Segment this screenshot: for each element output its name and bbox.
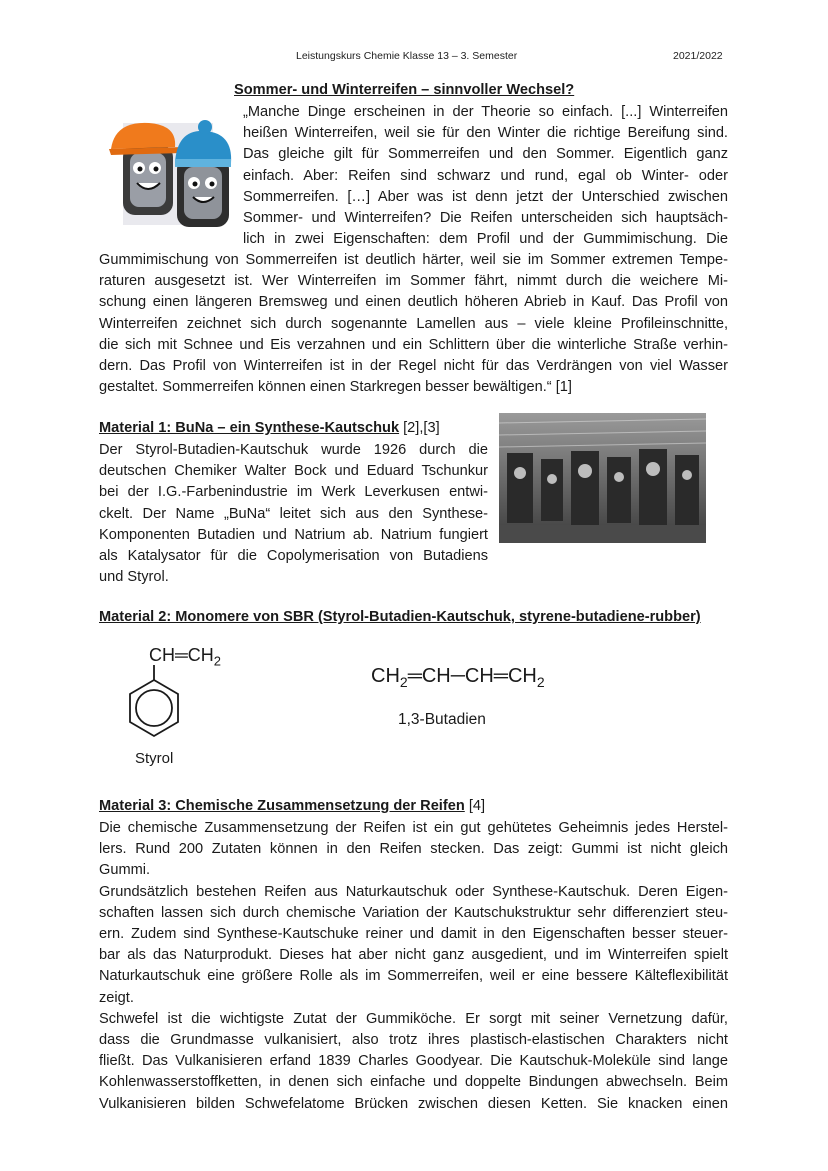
material3-line: fließt. Das Vulkanisieren erfand 1839 Charles Goodyear. Die Kautschuk-Moleküle sind lange [99,1053,728,1070]
intro-line: einfach. Aber: Reifen sind schwarz und rund, egal ob Winter- oder [243,167,728,184]
intro-line: die sich mit Schnee und Eis verzahnen und ein Schlittern über die winterliche Straße verhin- [99,336,728,353]
intro-line: lich in zwei Eigenschaften: dem Profil und der Gummimischung. Die [243,231,728,248]
butadien-name: 1,3-Butadien [398,711,486,728]
intro-line: Sommer- und Winterreifen? Die Reifen unterscheiden sich hauptsäch- [243,210,728,227]
intro-line: heißen Winterreifen, weil sie für den Winter die richtige Bereifung sind. [243,125,728,142]
material1-refs: [2],[3] [399,420,440,436]
material3-line: schaften lassen sich durch chemische Variation der Kautschukstruktur sehr differenziert steu- [99,904,728,921]
intro-line: Gummimischung von Sommerreifen ist deutlich härter, weil sie im Sommer extremen Tempe- [99,252,728,268]
intro-line: Das gleiche gilt für Sommerreifen und den Sommer. Eigentlich ganz [243,146,728,163]
header-course: Leistungskurs Chemie Klasse 13 – 3. Semester [296,50,518,62]
butadien-formula: $CH_2═CH─CH═CH_2$ [371,665,545,690]
intro-line: „Manche Dinge erscheinen in der Theorie so einfach. [...] Winterreifen [243,104,728,120]
material1-line: ckelt. Der Name „BuNa“ leitet sich aus den Synthese- [99,505,488,522]
material1-line: und Styrol. [99,569,169,586]
material3-line: Vulkanisieren bilden Schwefelatome Brücken zwischen diesen Ketten. Sie knacken einen [99,1095,728,1112]
material3-line: Grundsätzlich bestehen Reifen aus Naturkautschuk oder Synthese-Kautschuk. Deren Eigen- [99,883,728,900]
material3-line: bar als das Naturprodukt. Dieses hat aber nicht ganz ausgedient, und im Winterreifen spielt [99,947,728,964]
material3-line: Gummi. [99,862,151,879]
material1-line: Komponenten Butadien und Natrium ab. Natrium fungiert [99,526,488,543]
intro-line: schung einen längeren Bremsweg und einen deutlich höheren Abrieb in Kauf. Das Profil von [99,294,728,311]
material3-refs: [4] [464,798,486,814]
intro-line: Winterreifen zeichnet sich durch sogenannte Lamellen aus – viele kleine Profileinschnitte, [99,315,728,332]
intro-line: raturen ausgesetzt ist. Wer Winterreifen im Sommer fährt, nimmt durch die weichere Mi- [99,273,728,290]
material1-line: als Katalysator für die Copolymerisation von Butadiens [99,548,488,565]
material3-heading [99,798,485,814]
material3-line: Naturkautschuk eine größere Rolle als im Sommerreifen, weil er eine bessere Kälteflexibilität [99,968,728,985]
material3-line: Schwefel ist die wichtigste Zutat der Gummiköche. Er sorgt mit seiner Vernetzung dafür, [99,1010,728,1027]
styrol-group-text: CH═CH [149,645,214,665]
material1-heading [99,420,440,436]
butadien-subscript-2: 2 [536,674,545,690]
material3-title: Material 3: Chemische Zusammensetzung der Reifen [99,798,465,814]
material3-line: zeigt. [99,989,134,1006]
styrol-group-label [149,645,221,669]
material1-line: Der Styrol-Butadien-Kautschuk wurde 1926 durch die [99,442,488,458]
butadien-subscript-1: 2 [399,674,408,690]
tire-cartoon-illustration [105,113,240,228]
header-year: 2021/2022 [673,50,723,62]
styrol-name: Styrol [135,750,174,767]
factory-photo [499,413,706,543]
material3-line: Kohlenwasserstoffketten, in denen sich einfache und doppelte Bindungen abwechseln. Beim [99,1074,728,1091]
material2-title: Material 2: Monomere von SBR (Styrol-Butadien-Kautschuk, styrene-butadiene-rubber) [99,609,701,625]
butadien-formula-a: CH [371,665,400,687]
intro-line: gestaltet. Sommerreifen können einen Starkregen besser bewältigen.“ [1] [99,379,572,396]
intro-line: Sommerreifen. […] Aber was ist denn jetzt der Unterschied zwischen [243,188,728,205]
butadien-formula-b: CH─CH═CH [421,665,537,687]
material1-line: deutschen Chemiker Walter Bock und Eduard Tschunkur [99,463,488,480]
material3-line: Die chemische Zusammensetzung der Reifen ist ein gut gehütetes Geheimnis jedes Herstel- [99,820,728,836]
intro-line: dern. Das Profil von Winterreifen ist in der Regel nicht für das Verdrängen von viel Wasser [99,358,728,375]
styrol-subscript: 2 [213,653,221,669]
material3-line: ern. Zudem sind Synthese-Kautschuke reiner und damit in den Eigenschaften besser steuer- [99,926,728,943]
material3-line: lers. Rund 200 Zutaten können in den Reifen stecken. Das zeigt: Gummi ist nicht gleich [99,841,728,858]
material1-title: Material 1: BuNa – ein Synthese-Kautschuk [99,420,400,436]
material1-line: bei der I.G.-Farbenindustrie im Werk Leverkusen entwi- [99,484,488,501]
intro-title: Sommer- und Winterreifen – sinnvoller Wechsel? [234,82,575,98]
material3-line: dass die Grundmasse vulkanisiert, also trotz ihres plastisch-elastischen Charakters nicht [99,1032,728,1049]
